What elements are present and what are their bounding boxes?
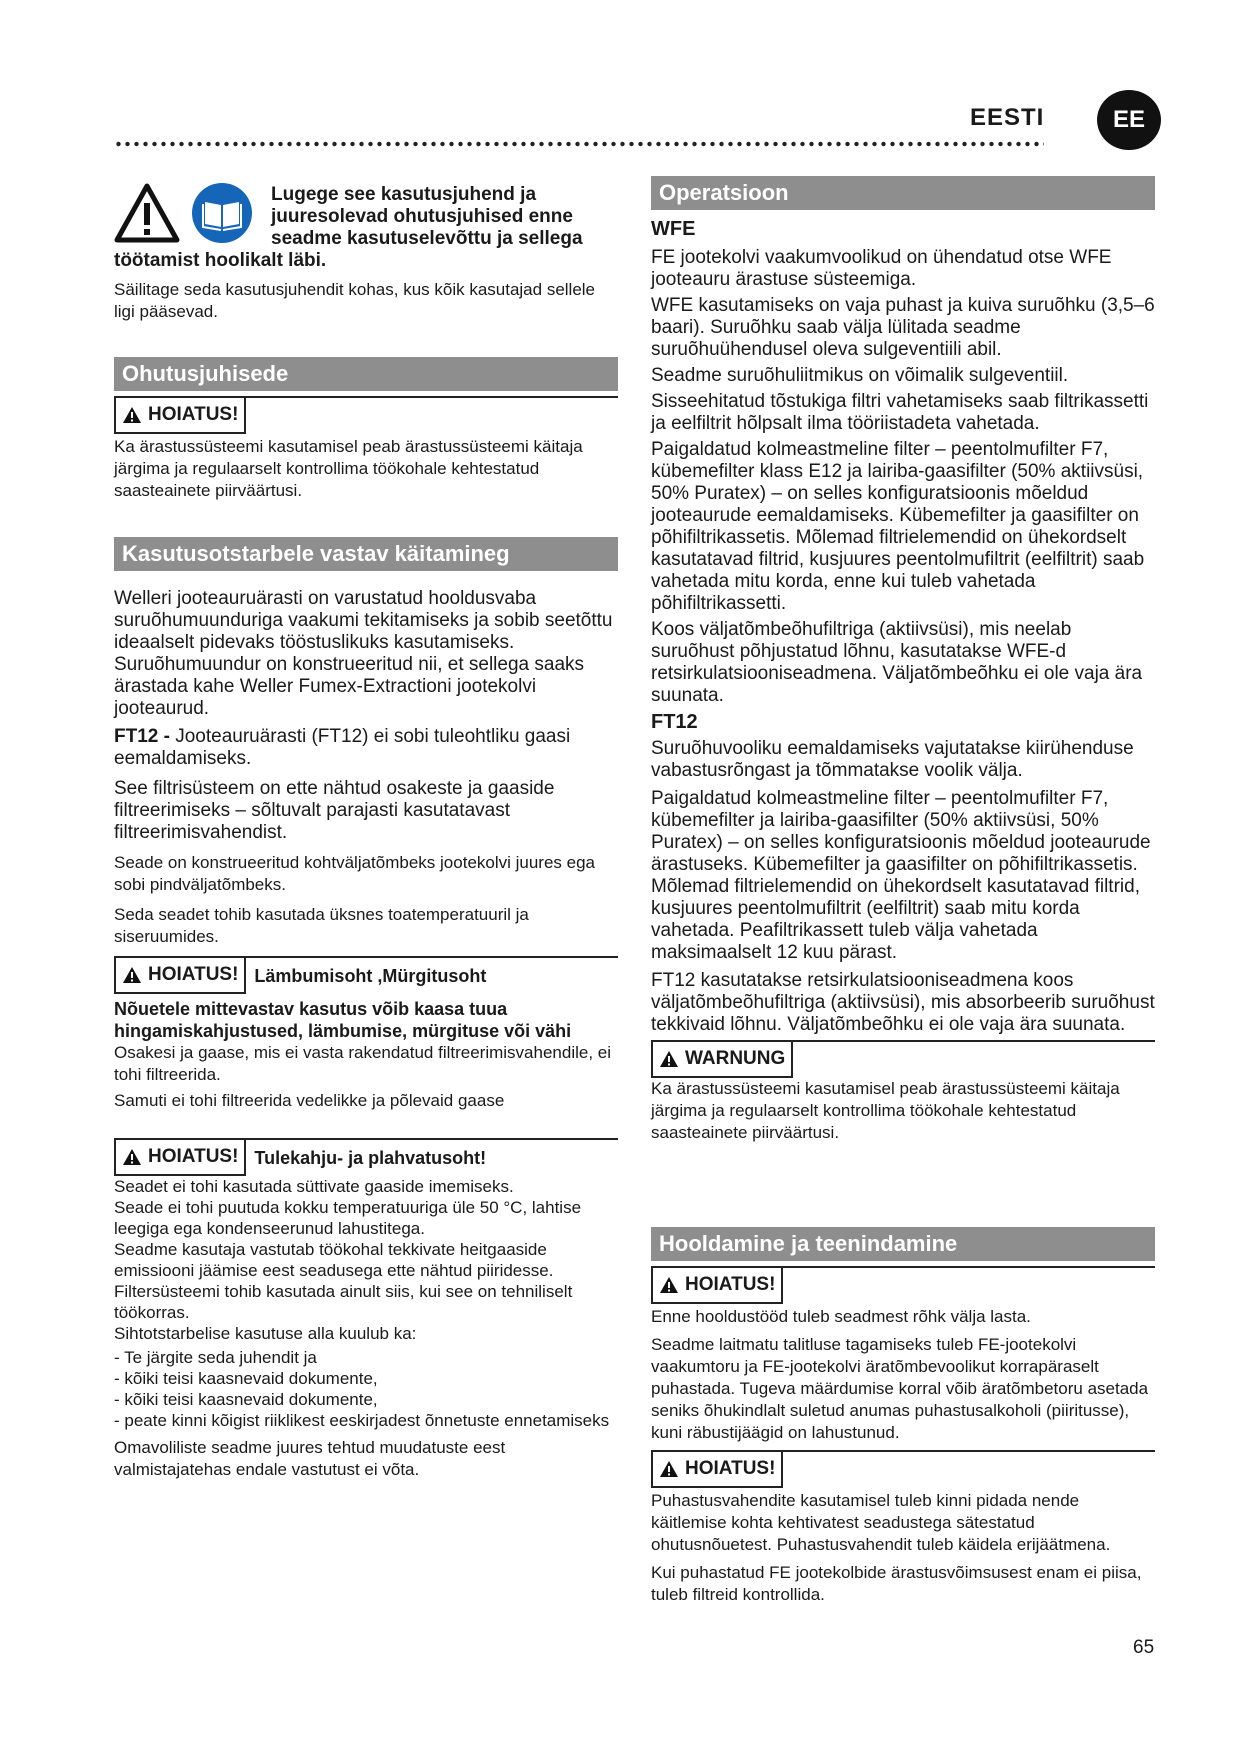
operation-section: [651, 176, 1155, 1144]
paragraph: Welleri jooteauruärasti on varustatud hooldusvaba suruõhumuunduriga vaakumi tekitamiseks ja sobib seetõttu ideaalselt pidevaks tööstuslikuks kasutamiseks. Suruõhumuundur on konstrueeritud nii, et sellega saaks ärastada kahe Weller Fumex-Extractioni jootekolvi jooteaurud.: [114, 588, 613, 719]
warning-subtitle: Tulekahju- ja plahvatusoht!: [254, 1147, 487, 1168]
warning-triangle-icon: [122, 1148, 142, 1166]
warning-label: [651, 1452, 783, 1488]
paragraph: [114, 726, 618, 770]
warning-text: Ka ärastussüsteemi kasutamisel peab ärastussüsteemi käitaja järgima ja regulaarselt kontrollima töökohale kehtestatud saasteainete piirväärtusi.: [114, 437, 583, 500]
warning-label: [114, 958, 246, 994]
intro-note: Säilitage seda kasutusjuhendit kohas, kus kõik kasutajad sellele ligi pääsevad.: [114, 280, 596, 321]
paragraph: FT12 kasutatakse retsirkulatsiooniseadmena koos väljatõmbeõhufiltriga (aktiivsüsi), mis absorbeerib suruõhust tekkivaid lõhnu. Väljatõmbeõhku ei ole vaja ära suunata.: [651, 970, 1155, 1035]
warning-label: [114, 1140, 246, 1176]
intro-bold-text: [271, 184, 621, 250]
caution-triangle-icon: [114, 183, 180, 248]
paragraph: WFE kasutamiseks on vaja puhast ja kuiva suruõhku (3,5–6 baari). Suruõhku saab välja lülitada seadme suruõhuühendusel oleva sulgeventiili abil.: [651, 295, 1155, 360]
warning-label-text: WARNUNG: [685, 1048, 786, 1069]
warning-triangle-icon: [122, 966, 142, 984]
warning-label: [114, 398, 246, 434]
warning-label-text: HOIATUS!: [148, 404, 239, 425]
warning-line: Seade ei tohi puutuda kokku temperatuuriga üle 50 °C, lahtise leegiga ega kondenseerunud lahustitega.: [114, 1198, 582, 1238]
paragraph: Seade on konstrueeritud kohtväljatõmbeks jootekolvi juures ega sobi pindväljatõmbeks.: [114, 853, 596, 894]
warning-label-text: HOIATUS!: [148, 1146, 239, 1167]
paragraph: Paigaldatud kolmeastmeline filter – peentolmufilter F7, kübemefilter ja lairiba-gaasifilter (50% aktiivsüsi, 50% Puratex) – on selles konfiguratsioonis mõeldud jooteaurude ärastuseks. Kübemefilter ja gaasifilter on põhifiltrikassetis. Mõlemad filtrielemendid on ühekordselt kasutatavad filtrid, kusjuures peentolmufiltrit (eelfiltrit) saab mitu korda vahetada. Peafiltrikassett tuleb välja vahetada maksimaalselt 12 kuu pärast.: [651, 788, 1151, 963]
paragraph: Paigaldatud kolmeastmeline filter – peentolmufilter F7, kübemefilter klass E12 ja lairiba-gaasifilter (50% aktiivsüsi, 50% Puratex) – on selles konfiguratsioonis mõeldud jooteaurude eemaldamiseks. Kübemefilter ja gaasifilter on põhifiltrikassetis. Mõlemad filtrielemendid on ühekordselt kasutatavad filtrid, kusjuures peentolmufiltrit (eelfiltrit) saab vahetada mitu korda, enne kui tuleb vahetada põhifiltrikassetti.: [651, 439, 1145, 614]
warning-triangle-icon: [659, 1050, 679, 1068]
warning-text: Enne hooldustööd tuleb seadmest rõhk välja lasta.: [651, 1307, 1031, 1326]
section-heading: Hooldamine ja teenindamine: [651, 1227, 1155, 1261]
language-label: EESTI: [970, 104, 1045, 131]
paragraph: Kui puhastatud FE jootekolbide ärastusvõimsusest enam ei piisa, tuleb filtreid kontrollida.: [651, 1563, 1142, 1604]
language-badge: EE: [1097, 90, 1161, 150]
paragraph: Seda seadet tohib kasutada üksnes toatemperatuuril ja siseruumides.: [114, 905, 529, 946]
paragraph: See filtrisüsteem on ette nähtud osakeste ja gaaside filtreerimiseks – sõltuvalt parajasti kasutatavast filtreerimisvahendist.: [114, 778, 555, 843]
section-heading: Operatsioon: [651, 176, 1155, 210]
section-heading: Ohutusjuhisede: [114, 357, 618, 391]
wfe-heading: WFE: [651, 218, 696, 240]
section-heading: Kasutusotstarbele vastav käitamineg: [114, 537, 618, 571]
intro-line: Lugege see kasutusjuhend ja: [271, 184, 537, 205]
ft12-label: FT12 -: [114, 726, 170, 747]
dotted-divider: [114, 140, 1044, 148]
warning-row: [114, 958, 618, 994]
paragraph: FE jootekolvi vaakumvoolikud on ühendatud otse WFE jooteauru ärastuse süsteemiga.: [651, 247, 1112, 290]
intro-line: juuresolevad ohutusjuhised enne: [271, 206, 573, 227]
list-item: - kõiki teisi kaasnevaid dokumente,: [114, 1369, 378, 1388]
intro-line: seadme kasutuselevõttu ja sellega: [271, 228, 583, 249]
usage-list: [114, 1347, 618, 1431]
warning-text: Samuti ei tohi filtreerida vedelikke ja põlevaid gaase: [114, 1091, 505, 1110]
paragraph: Sisseehitatud tõstukiga filtri vahetamiseks saab filtrikassetti ja eelfiltrit hõlpsalt ilma tööriistadeta vahetada.: [651, 391, 1149, 434]
section-rule: [114, 576, 618, 578]
list-item: - Te järgite seda juhendit ja: [114, 1348, 317, 1367]
paragraph-text: Jooteauruärasti (FT12) ei sobi tuleohtliku gaasi eemaldamiseks.: [114, 726, 571, 769]
warning-line: Filtersüsteemi tohib kasutada ainult siis, kui see on tehniliselt töökorras.: [114, 1282, 573, 1322]
warning-lines: [114, 1176, 618, 1344]
warning-row: [114, 1140, 618, 1176]
closing-text: Omavoliliste seadme juures tehtud muudatuste eest valmistajatehas endale vastutust ei võta.: [114, 1438, 506, 1479]
safety-section: [114, 357, 618, 502]
intro-line: töötamist hoolikalt läbi.: [114, 250, 327, 271]
paragraph: Seadme suruõhuliitmikus on võimalik sulgeventiil.: [651, 365, 1069, 386]
warning-label-text: HOIATUS!: [685, 1458, 776, 1479]
paragraph: Suruõhuvooliku eemaldamiseks vajutatakse kiirühenduse vabastusrõngast ja tõmmatakse voolik välja.: [651, 738, 1134, 781]
list-item: - kõiki teisi kaasnevaid dokumente,: [114, 1390, 378, 1409]
maintenance-section: [651, 1227, 1155, 1606]
warning-text: Puhastusvahendite kasutamisel tuleb kinni pidada nende käitlemise kohta kehtivatest seadustega sätestatud ohutusnõuetest. Puhastusvahendit tuleb käidela erijäätmena.: [651, 1491, 1111, 1554]
warning-bold-text: Nõuetele mittevastav kasutus võib kaasa tuua hingamiskahjustused, lämbumise, mürgituse või vähi: [114, 999, 572, 1041]
page-number: 65: [1133, 1637, 1155, 1658]
intended-use-section: [114, 537, 618, 1481]
list-item: - peate kinni kõigist riiklikest eeskirjadest õnnetuste ennetamiseks: [114, 1411, 610, 1430]
read-manual-icon: [191, 182, 253, 249]
paragraph: Seadme laitmatu talitluse tagamiseks tuleb FE-jootekolvi vaakumtoru ja FE-jootekolvi äratõmbevoolikut korrapäraselt puhastada. Tugeva määrdumise korral võib äratõmbetoru asetada seniks õhukindlalt suletud anumas puhastusalkoholi (piiritusse), kuni räbustijäägid on lahustunud.: [651, 1335, 1149, 1442]
warning-label-text: HOIATUS!: [685, 1274, 776, 1295]
warning-text: Ka ärastussüsteemi kasutamisel peab ärastussüsteemi käitaja järgima ja regulaarselt kontrollima töökohale kehtestatud saasteainete piirväärtusi.: [651, 1079, 1120, 1142]
warning-triangle-icon: [659, 1460, 679, 1478]
warning-line: Seadet ei tohi kasutada süttivate gaaside imemiseks.: [114, 1177, 514, 1196]
warning-triangle-icon: [659, 1276, 679, 1294]
paragraph: Koos väljatõmbeõhufiltriga (aktiivsüsi), mis neelab suruõhust põhjustatud lõhnu, kasutatakse WFE-d retsirkulatsiooniseadmena. Väljatõmbeõhku ei ole vaja ära suunata.: [651, 619, 1143, 706]
warning-line: Sihtotstarbelise kasutuse alla kuulub ka:: [114, 1324, 417, 1343]
ft12-heading: FT12: [651, 711, 698, 733]
warning-subtitle: Lämbumisoht ,Mürgitusoht: [254, 965, 487, 986]
warning-label: [651, 1268, 783, 1304]
warning-line: Seadme kasutaja vastutab töökohal tekkivate heitgaaside emissiooni jäämise eest seadusega ette nähtud piiridesse.: [114, 1240, 554, 1280]
warning-text: Osakesi ja gaase, mis ei vasta rakendatud filtreerimisvahendile, ei tohi filtreerida.: [114, 1043, 612, 1084]
warning-label: [651, 1042, 793, 1078]
warning-triangle-icon: [122, 406, 142, 424]
warning-label-text: HOIATUS!: [148, 964, 239, 985]
